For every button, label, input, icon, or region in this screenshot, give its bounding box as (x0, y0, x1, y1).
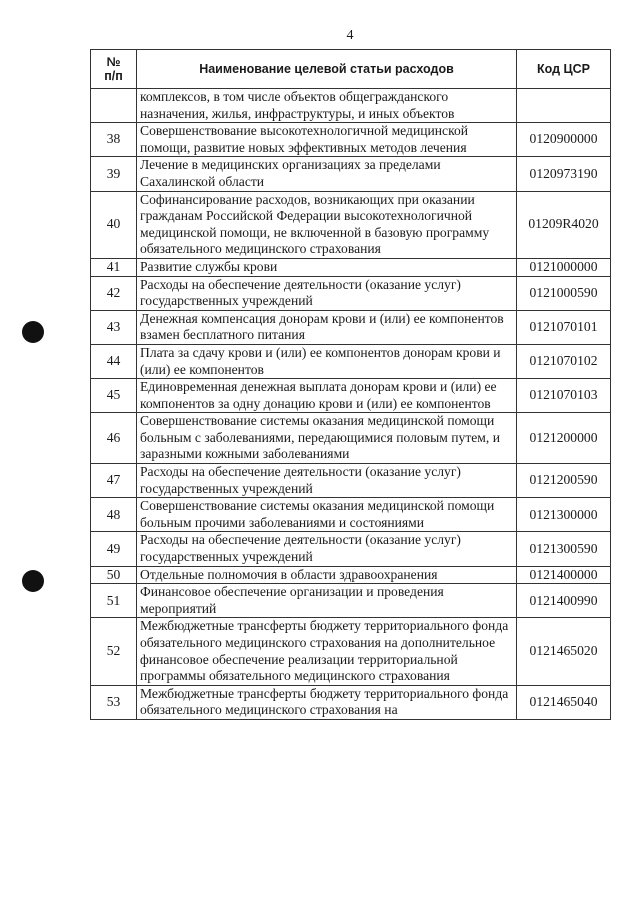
row-code-cell: 0121000590 (517, 276, 611, 310)
row-name-cell: Денежная компенсация донорам крови и (или) ее компонентов взамен бесплатного питания (137, 310, 517, 344)
table-row (91, 584, 611, 618)
table-row (91, 413, 611, 464)
table-row (91, 157, 611, 191)
row-code-cell: 0121200590 (517, 464, 611, 498)
table-row (91, 191, 611, 258)
row-name-cell: Совершенствование высокотехнологичной медицинской помощи, развитие новых эффективных методов лечения (137, 123, 517, 157)
punch-hole-mark (22, 570, 44, 592)
row-number-cell: 44 (91, 344, 137, 378)
row-name-cell: Межбюджетные трансферты бюджету территориального фонда обязательного медицинского страхования на (137, 685, 517, 719)
table-row (91, 685, 611, 719)
row-name-cell: комплексов, в том числе объектов общегражданского назначения, жилья, инфраструктуры, и иных объектов (137, 89, 517, 123)
row-name-cell: Межбюджетные трансферты бюджету территориального фонда обязательного медицинского страхования на дополнительное финансовое обеспечение реализации территориальной программы обязательного медицинского страхования (137, 618, 517, 685)
row-number-cell: 39 (91, 157, 137, 191)
row-number-cell: 45 (91, 379, 137, 413)
row-code-cell: 0121300590 (517, 532, 611, 566)
table-row (91, 123, 611, 157)
row-code-cell: 0120973190 (517, 157, 611, 191)
row-code-cell: 0121465040 (517, 685, 611, 719)
row-name-cell: Плата за сдачу крови и (или) ее компонентов донорам крови и (или) ее компонентов (137, 344, 517, 378)
table-row (91, 464, 611, 498)
row-number-cell: 49 (91, 532, 137, 566)
table-row (91, 532, 611, 566)
punch-hole-mark (22, 321, 44, 343)
page-number: 4 (346, 28, 354, 43)
table-row (91, 276, 611, 310)
row-name-cell: Развитие службы крови (137, 258, 517, 276)
table-row (91, 344, 611, 378)
row-code-cell: 0121300000 (517, 498, 611, 532)
row-number-cell: 41 (91, 258, 137, 276)
row-code-cell: 0121070102 (517, 344, 611, 378)
row-number-cell: 53 (91, 685, 137, 719)
table-row (91, 379, 611, 413)
table-row (91, 618, 611, 685)
row-number-cell: 47 (91, 464, 137, 498)
row-code-cell: 0120900000 (517, 123, 611, 157)
header-name: Наименование целевой статьи расходов (137, 50, 517, 89)
row-number-cell: 43 (91, 310, 137, 344)
row-code-cell: 01209R4020 (517, 191, 611, 258)
row-code-cell: 0121070103 (517, 379, 611, 413)
row-name-cell: Единовременная денежная выплата донорам крови и (или) ее компонентов за одну донацию крови и (или) ее компонентов (137, 379, 517, 413)
row-name-cell: Отдельные полномочия в области здравоохранения (137, 566, 517, 584)
row-number-cell: 42 (91, 276, 137, 310)
header-code: Код ЦСР (517, 50, 611, 89)
table-row (91, 498, 611, 532)
row-number-cell (91, 89, 137, 123)
table-row (91, 258, 611, 276)
row-code-cell: 0121070101 (517, 310, 611, 344)
row-code-cell (517, 89, 611, 123)
row-name-cell: Софинансирование расходов, возникающих при оказании гражданам Российской Федерации высокотехнологичной медицинской помощи, не включенной в базовую программу обязательного медицинского страхования (137, 191, 517, 258)
row-name-cell: Расходы на обеспечение деятельности (оказание услуг) государственных учреждений (137, 532, 517, 566)
row-code-cell: 0121400000 (517, 566, 611, 584)
row-name-cell: Совершенствование системы оказания медицинской помощи больным с заболеваниями, передающимися половым путем, и заразными кожными заболеваниями (137, 413, 517, 464)
row-number-cell: 51 (91, 584, 137, 618)
header-number (91, 50, 137, 89)
row-name-cell: Финансовое обеспечение организации и проведения мероприятий (137, 584, 517, 618)
row-number-cell: 38 (91, 123, 137, 157)
table-row (91, 310, 611, 344)
budget-code-table (90, 49, 611, 720)
row-number-cell: 52 (91, 618, 137, 685)
row-name-cell: Расходы на обеспечение деятельности (оказание услуг) государственных учреждений (137, 464, 517, 498)
table-header-row (91, 50, 611, 89)
row-number-cell: 50 (91, 566, 137, 584)
table-row (91, 89, 611, 123)
header-number-abbr: п/п (104, 69, 123, 83)
row-code-cell: 0121000000 (517, 258, 611, 276)
row-code-cell: 0121400990 (517, 584, 611, 618)
table-row (91, 566, 611, 584)
row-name-cell: Расходы на обеспечение деятельности (оказание услуг) государственных учреждений (137, 276, 517, 310)
row-number-cell: 40 (91, 191, 137, 258)
row-number-cell: 48 (91, 498, 137, 532)
row-code-cell: 0121465020 (517, 618, 611, 685)
row-number-cell: 46 (91, 413, 137, 464)
header-number-sign: № (106, 55, 121, 69)
row-code-cell: 0121200000 (517, 413, 611, 464)
row-name-cell: Совершенствование системы оказания медицинской помощи больным прочими заболеваниями и состояниями (137, 498, 517, 532)
row-name-cell: Лечение в медицинских организациях за пределами Сахалинской области (137, 157, 517, 191)
